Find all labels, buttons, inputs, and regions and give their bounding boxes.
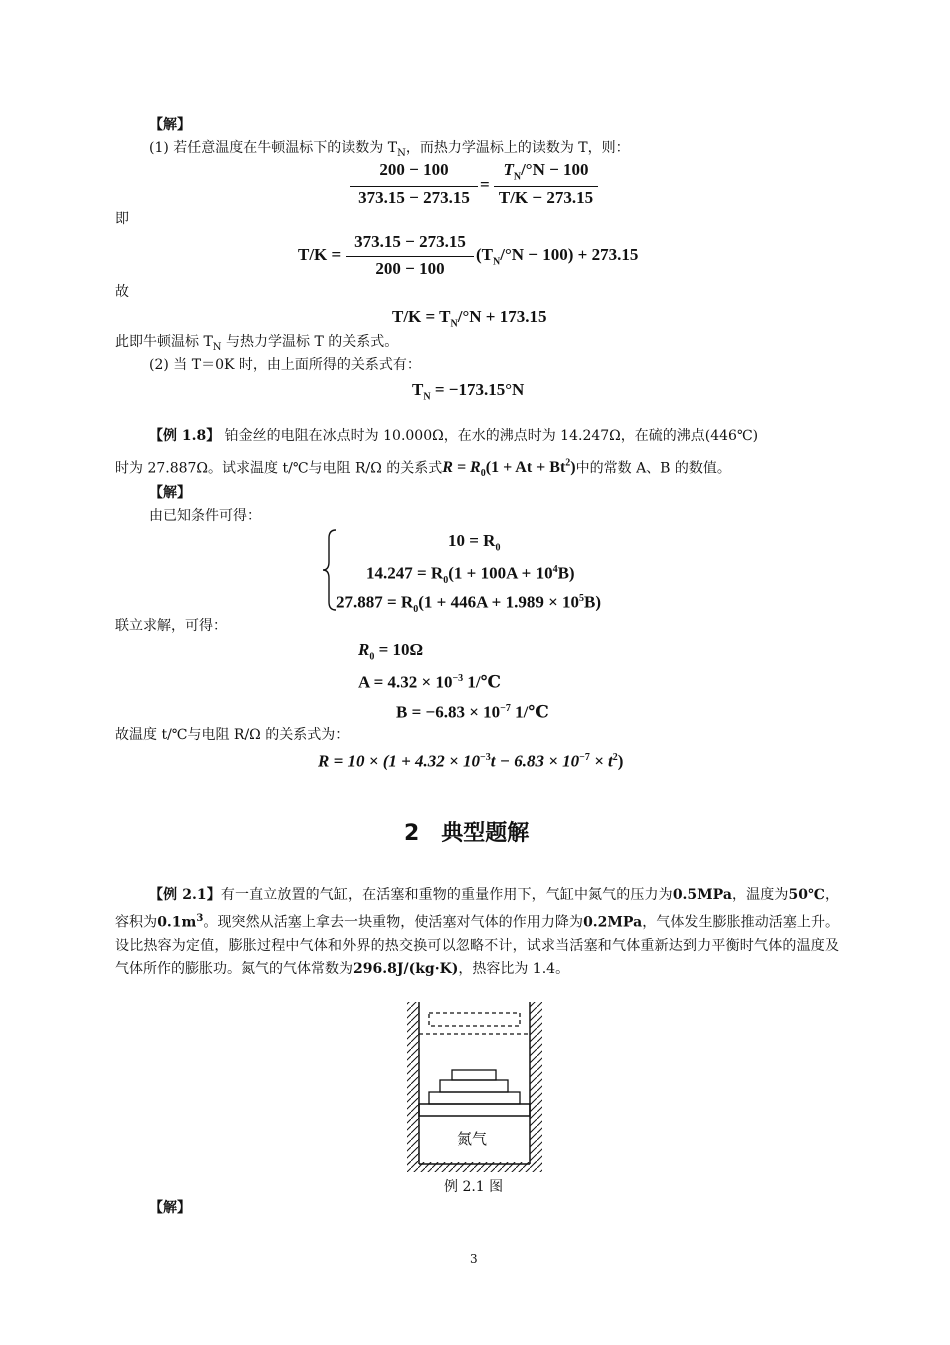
system-eq-1: $10 = R_0$ — [448, 531, 501, 554]
example-2-1-paragraph: 【例 2.1】有一直立放置的气缸，在活塞和重物的重量作用下，气缸中氮气的压力为0.5MPa，温度为50℃，容积为$0.1m^3$。现突然从活塞上拿去一块重物，使活塞对气体的作用力降为0.2MPa，气体发生膨胀推动活塞上升。设比热容为定值，膨胀过程中气体和外界的热交换可以忽略不计，试求当活塞和气体重新达到力平衡时气体的温度及气体所作的膨胀功。氮气的气体常数为296.8J/(kg·K)，热容比为 1.4。 — [115, 887, 840, 977]
page-number: 3 — [470, 1252, 478, 1266]
fraction-right: $T_N/^\circ N - 100$ T/K − 273.15 — [494, 160, 598, 212]
figure-caption: 例 2.1 图 — [444, 1179, 504, 1195]
eq3: $T/K = T_N/^\circ N + 173.15$ — [392, 307, 547, 330]
system-eq-3: $27.887 = R_0(1 + 446A + 1.989 \times 10^5B)$ — [336, 592, 602, 616]
example-1-8-line-1: 【例 1.8】 铂金丝的电阻在冰点时为 10.000Ω，在水的沸点时为 14.247Ω，在硫的沸点(446℃) — [149, 428, 759, 444]
a-value: $A = 4.32 \times 10^{-3}$ 1/℃ — [358, 672, 502, 692]
example-1-8-solution-label: 【解】 — [149, 485, 191, 501]
cylinder-diagram — [404, 1000, 550, 1178]
r0-value: $R_0 = 10\Omega$ — [358, 640, 424, 663]
word-gu: 故 — [115, 284, 129, 300]
fraction-left: 200 − 100 373.15 − 273.15 — [350, 160, 478, 212]
b-value: $B = -6.83 \times 10^{-7}$ 1/℃ — [396, 702, 549, 722]
eq4: $T_N = -173.15^\circ N$ — [412, 380, 525, 403]
known-conditions: 由已知条件可得： — [149, 508, 261, 524]
equals-sign: = — [480, 175, 490, 194]
example-1-8-line-2: 时为 27.887Ω。试求温度 t/℃与电阻 R/Ω 的关系式$R = R_0(1 + At + Bt^2)$中的常数 A、B 的数值。 — [115, 458, 731, 480]
solve-text: 联立求解，可得： — [115, 618, 227, 634]
solution-line-2: (2) 当 T＝0K 时，由上面所得的关系式有： — [149, 357, 421, 373]
solution-label: 【解】 — [149, 117, 191, 133]
system-eq-2: $14.247 = R_0(1 + 100A + 10^4B)$ — [366, 563, 575, 587]
section-heading: 2 典型题解 — [404, 821, 530, 846]
final-relation-equation: $R = 10 \times (1 + 4.32 \times 10^{-3}t - 6.83 \times 10^{-7} \times t^2)$ — [318, 751, 624, 771]
eq2-rhs: $(T_N/^\circ N - 100) + 273.15$ — [476, 245, 639, 268]
eq2-lhs: T/K = — [298, 245, 342, 264]
final-relation-text: 故温度 t/℃与电阻 R/Ω 的关系式为： — [115, 727, 350, 743]
example-2-1-solution-label: 【解】 — [149, 1200, 191, 1216]
fraction-eq2: 373.15 − 273.15 200 − 100 — [346, 232, 474, 284]
relation-text: 此即牛顿温标 $T_N$ 与热力学温标 T 的关系式。 — [115, 334, 399, 353]
solution-line-1: (1) 若任意温度在牛顿温标下的读数为 $T_N$，而热力学温标上的读数为 T，则： — [149, 140, 630, 159]
nitrogen-label: 氮气 — [457, 1130, 488, 1148]
word-ji: 即 — [115, 211, 129, 227]
